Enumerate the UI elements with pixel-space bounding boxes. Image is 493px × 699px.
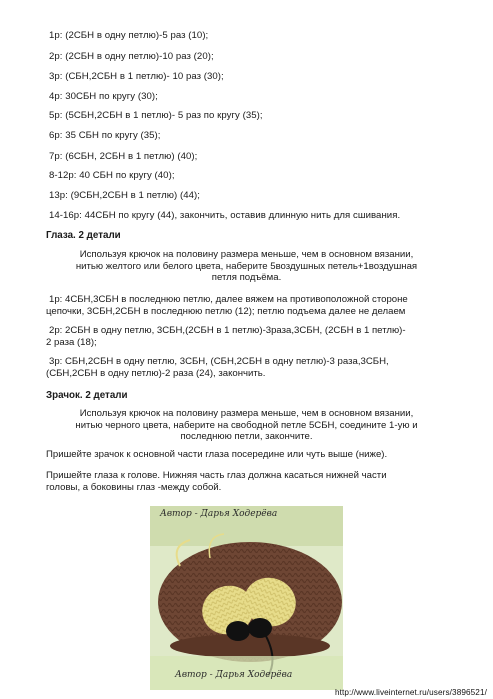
author-watermark-top: Автор - Дарья Ходерёва — [160, 509, 278, 519]
text-line: головы, а боковины глаз -между собой. — [46, 481, 222, 493]
pupil-heading: Зрачок. 2 детали — [46, 390, 128, 401]
text-line: последнюю петли, закончите. — [180, 431, 313, 443]
pupil-attach — [46, 470, 466, 493]
text-line: 2р: 2СБН в одну петлю, 3СБН,(2СБН в 1 петлю)-3раза,3СБН, (2СБН в 1 петлю)- — [49, 325, 406, 336]
text-line: Используя крючок на половину размера меньше, чем в основном вязании, — [79, 249, 414, 260]
row-line: 2р: (2СБН в одну петлю)-10 раз (20); — [49, 51, 214, 62]
pupil-sew — [46, 449, 466, 461]
row-line: 8-12р: 40 СБН по кругу (40); — [49, 170, 175, 181]
eyes-row-3 — [46, 356, 466, 379]
text-line: 2 раза (18); — [46, 336, 97, 348]
eyes-row-2 — [46, 325, 466, 348]
row-line: 14-16р: 44СБН по кругу (44), закончить, оставив длинную нить для сшивания. — [49, 210, 401, 221]
text-line: нитью черного цвета, наберите на свободной петле 5СБН, соедините 1-ую и — [75, 419, 418, 431]
row-line: 3р: (СБН,2СБН в 1 петлю)- 10 раз (30); — [49, 71, 224, 82]
text-line: Пришейте зрачок к основной части глаза посередине или чуть выше (ниже). — [46, 449, 388, 460]
text-line: 1р: 4СБН,3СБН в последнюю петлю, далее вяжем на противоположной стороне — [49, 294, 408, 305]
row-line: 7р: (6СБН, 2СБН в 1 петлю) (40); — [49, 151, 198, 162]
author-watermark-bottom: Автор - Дарья Ходерёва — [175, 670, 293, 680]
text-line: цепочки, 3СБН,2СБН в последнюю петлю (12); петлю подъема далее не делаем — [46, 305, 406, 317]
crochet-photo-illustration — [150, 506, 343, 690]
row-line: 5р: (5СБН,2СБН в 1 петлю)- 5 раз по кругу (35); — [49, 110, 263, 121]
row-line: 13р: (9СБН,2СБН в 1 петлю) (44); — [49, 190, 200, 201]
pupil-intro — [0, 408, 493, 443]
site-url: http://www.liveinternet.ru/users/3896521/ — [334, 688, 487, 697]
eyes-heading: Глаза. 2 детали — [46, 230, 121, 241]
row-line: 6р: 35 СБН по кругу (35); — [49, 130, 161, 141]
text-line: Пришейте глаза к голове. Нижняя часть глаз должна касаться нижней части — [46, 470, 387, 481]
text-line: 3р: СБН,2СБН в одну петлю, 3СБН, (СБН,2СБН в одну петлю)-3 раза,3СБН, — [49, 356, 389, 367]
text-line: нитью желтого или белого цвета, наберите 5воздушных петель+1воздушная — [75, 260, 418, 272]
text-line: (СБН,2СБН в одну петлю)-2 раза (24), закончить. — [46, 367, 266, 379]
row-line: 4р: 30СБН по кругу (30); — [49, 91, 158, 102]
crochet-photo — [150, 506, 343, 690]
eyes-intro — [0, 249, 493, 284]
row-line: 1р: (2СБН в одну петлю)-5 раз (10); — [49, 30, 209, 41]
eyes-row-1 — [46, 294, 466, 317]
text-line: петля подъёма. — [211, 272, 282, 284]
text-line: Используя крючок на половину размера меньше, чем в основном вязании, — [79, 408, 414, 419]
